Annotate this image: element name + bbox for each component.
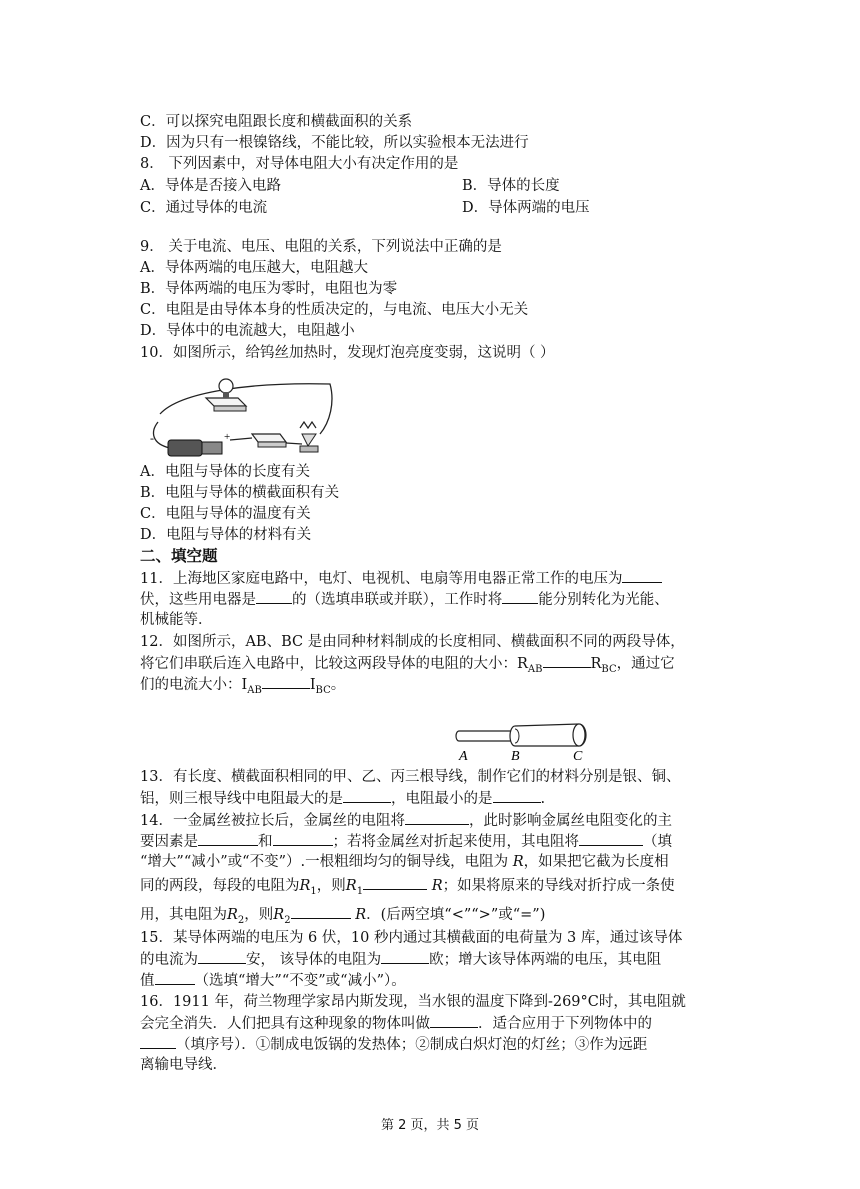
q12-conductor-figure [455, 718, 590, 764]
fig-minus-label: - [150, 431, 154, 445]
q10-circuit-figure [140, 362, 335, 462]
q15-line1: 15．某导体两端的电压为 6 伏，10 秒内通过其横截面的电荷量为 3 库，通过该导体 [140, 930, 683, 946]
q11-line3: 机械能等． [140, 612, 213, 628]
q9-stem: 9． 关于电流、电压、电阻的关系，下列说法中正确的是 [140, 239, 502, 255]
q11-line1: 11．上海地区家庭电路中，电灯、电视机、电扇等用电器正常工作的电压为 [140, 568, 662, 589]
q13-line1: 13．有长度、横截面积相同的甲、乙、丙三根导线，制作它们的材料分别是银、铜、 [140, 769, 681, 785]
q10-option-c: C．电阻与导体的温度有关 [140, 506, 311, 522]
q7-option-d: D．因为只有一根镍铬线，不能比较，所以实验根本无法进行 [140, 135, 529, 151]
q13-line2: 铝，则三根导线中电阻最大的是 ，电阻最小的是 . [140, 788, 545, 809]
q12-line1: 12．如图所示，AB、BC 是由同种材料制成的长度相同、横截面积不同的两段导体， [140, 634, 685, 650]
q10-option-a: A．电阻与导体的长度有关 [140, 464, 310, 480]
q12-line2: 将它们串联后连入电路中，比较这两段导体的电阻的大小：$R_{AB}$ $R_{BC}$，通过它 [140, 653, 675, 680]
q7-option-c: C．可以探究电阻跟长度和横截面积的关系 [140, 114, 413, 130]
q12-line3: 们的电流大小：$I_{AB}$ $I_{BC}$。 [140, 674, 345, 701]
q11-line2: 伏，这些用电器是 的（选填串联或并联），工作时将 能分别转化为光能、 [140, 589, 669, 610]
q8-option-a: A．导体是否接入电路 [140, 178, 281, 194]
q16-line1: 16．1911 年，荷兰物理学家昂内斯发现，当水银的温度下降到-269°C时，其电阻就 [140, 994, 686, 1010]
q9-option-a: A．导体两端的电压越大，电阻越大 [140, 260, 368, 276]
q16-line2: 会完全消失．人们把具有这种现象的物体叫做 ．适合应用于下列物体中的 [140, 1013, 652, 1034]
q15-line3: 值 （选填“增大”“不变”或“减小”）。 [140, 970, 406, 991]
q9-option-b: B．导体两端的电压为零时，电阻也为零 [140, 281, 398, 297]
q8-stem: 8． 下列因素中，对导体电阻大小有决定作用的是 [140, 156, 459, 172]
q16-line3: （填序号）．①制成电饭锅的发热体；②制成白炽灯泡的灯丝；③作为远距 [140, 1034, 647, 1055]
fig-plus-label: + [224, 431, 231, 443]
q9-option-c: C．电阻是由导体本身的性质决定的，与电流、电压大小无关 [140, 302, 529, 318]
fig-label-c: C [573, 749, 583, 764]
fig-label-a: A [459, 749, 468, 764]
q10-option-d: D．电阻与导体的材料有关 [140, 527, 312, 543]
q8-option-c: C．通过导体的电流 [140, 200, 268, 216]
page-footer: 第 2 页，共 5 页 [380, 1118, 480, 1133]
q16-line4: 离输电导线． [140, 1057, 227, 1073]
q9-option-d: D．导体中的电流越大，电阻越小 [140, 323, 355, 339]
q14-line4: 同的两段，每段的电阻为$R_1$，则$R_1$ R；如果将原来的导线对折拧成一条使 [140, 875, 675, 902]
section-heading: 二、填空题 [140, 547, 218, 565]
q14-line5: 用，其电阻为$R_2$，则$R_2$ R．(后两空填“<”“>”或“=”) [140, 904, 545, 931]
fig-label-b: B [511, 749, 520, 764]
q14-line1: 14．一金属丝被拉长后，金属丝的电阻将 ，此时影响金属丝电阻变化的主 [140, 810, 672, 831]
q10-stem: 10．如图所示，给钨丝加热时，发现灯泡亮度变弱，这说明（ ） [140, 345, 555, 361]
q14-line2: 要因素是 和 ；若将金属丝对折起来使用，其电阻将 （填 [140, 831, 672, 852]
q8-option-d: D．导体两端的电压 [462, 200, 590, 216]
q14-line3: “增大”“减小”或“不变”）.一根粗细均匀的铜导线，电阻为 R，如果把它截为长度相 [140, 854, 669, 870]
q15-line2: 的电流为 安， 该导体的电阻为 欧；增大该导体两端的电压，其电阻 [140, 949, 661, 970]
q10-option-b: B．电阻与导体的横截面积有关 [140, 485, 340, 501]
q8-option-b: B．导体的长度 [462, 178, 560, 194]
